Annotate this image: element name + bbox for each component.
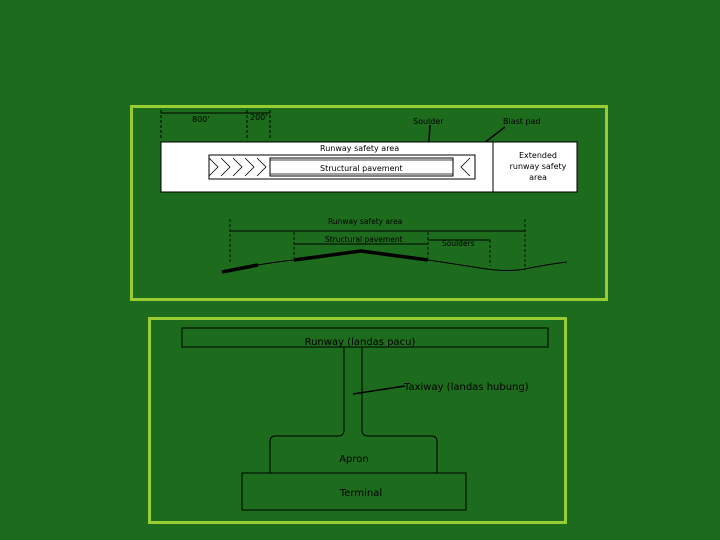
taxiway-leader-line bbox=[353, 386, 405, 394]
runway-label: Runway (landas pacu) bbox=[304, 337, 416, 348]
shoulder-label-top: Soulder bbox=[413, 117, 444, 126]
terminal-label: Terminal bbox=[339, 488, 383, 499]
taxiway-right-edge bbox=[362, 347, 437, 473]
runway-safety-area-label-section: Runway safety area bbox=[328, 217, 403, 226]
dim-mid-label: 200' bbox=[250, 113, 268, 122]
structural-pavement-label-top: Structural pavement bbox=[320, 164, 403, 173]
shoulder-label-section: Soulders bbox=[442, 239, 475, 248]
extended-rsa-label-3: area bbox=[529, 173, 547, 182]
apron-label: Apron bbox=[339, 454, 369, 465]
blast-pad-label: Blast pad bbox=[503, 117, 541, 126]
extended-rsa-label-2: runway safety bbox=[509, 162, 567, 171]
taxiway-left-edge bbox=[270, 347, 344, 473]
structural-pavement-label-section: Structural pavement bbox=[325, 235, 403, 244]
extended-rsa-label-1: Extended bbox=[519, 151, 557, 160]
taxiway-label: Taxiway (landas hubung) bbox=[404, 382, 529, 393]
runway-safety-area-label-top: Runway safety area bbox=[320, 144, 400, 153]
dim-left-label: 800' bbox=[192, 115, 210, 124]
